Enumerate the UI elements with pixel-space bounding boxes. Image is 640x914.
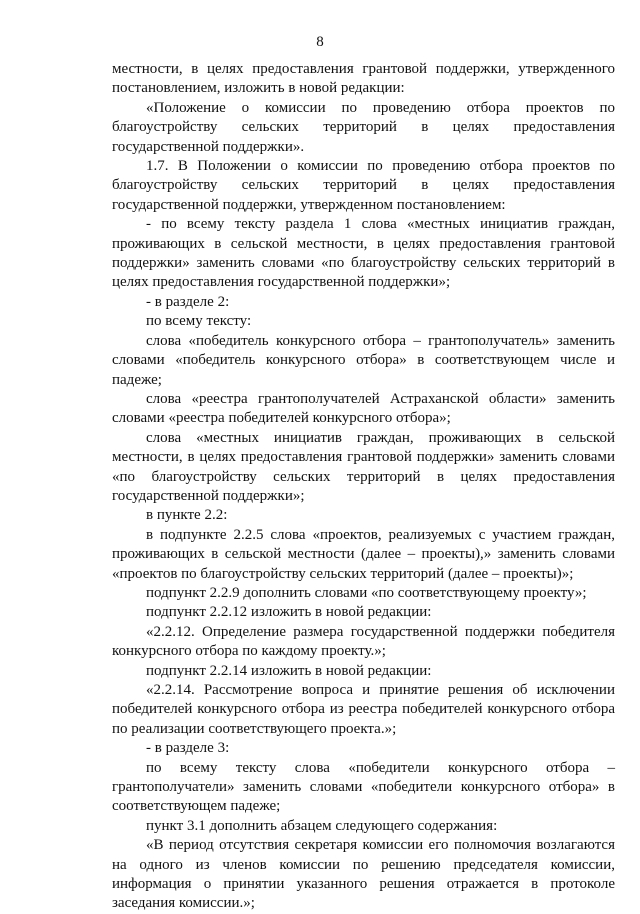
paragraph-item-1-7: 1.7. В Положении о комиссии по проведению отбора проектов по благоустройству сельских территорий в целях предоставления государственной поддержки, утвержденном постановлением: — [112, 158, 615, 213]
paragraph-continuation: местности, в целях предоставления грантовой поддержки, утвержденного постановлением, изложить в новой редакции: — [112, 61, 615, 97]
paragraph-section-2-heading: - в разделе 2: — [146, 293, 230, 310]
paragraph-replace-initiatives: слова «местных инициатив граждан, проживающих в сельской местности, в целях предоставления грантовой поддержки» заменить словами «по благоустройству сельских территорий в целях предоставления государственной поддержки»; — [112, 429, 615, 504]
paragraph-new-title: «Положение о комиссии по проведению отбора проектов по благоустройству сельских территорий в целях предоставления государственной поддержки». — [112, 99, 615, 155]
paragraph-item-2-2: в пункте 2.2: — [146, 507, 228, 524]
paragraph-item-3-1-text: «В период отсутствия секретаря комиссии его полномочия возлагаются на одного из членов комиссии по решению председателя комиссии, информация о принятии указанного решения отражается в протоколе заседания комиссии.»; — [112, 837, 615, 912]
paragraph-subitem-2-2-12-text: «2.2.12. Определение размера государственной поддержки победителя конкурсного отбора по каждому проекту.»; — [112, 623, 615, 660]
paragraph-whole-text: по всему тексту: — [146, 313, 252, 330]
paragraph-subitem-2-2-5: в подпункте 2.2.5 слова «проектов, реализуемых с участием граждан, проживающих в сельской местности (далее – проекты),» заменить словами «проектов по благоустройству сельских территорий (далее – проекты)»; — [112, 526, 615, 582]
paragraph-replace-winner: слова «победитель конкурсного отбора – грантополучатель» заменить словами «победитель конкурсного отбора» в соответствующем числе и падеже; — [112, 332, 615, 388]
paragraph-section-3-change: по всему тексту слова «победители конкурсного отбора – грантополучатели» заменить словами «победители конкурсного отбора» в соответствующем падеже; — [112, 759, 615, 815]
document-body — [112, 60, 615, 914]
page-number: 8 — [316, 34, 324, 50]
paragraph-subitem-2-2-14-intro: подпункт 2.2.14 изложить в новой редакции: — [146, 662, 432, 679]
paragraph-section-3-heading: - в разделе 3: — [146, 740, 230, 757]
paragraph-subitem-2-2-12-intro: подпункт 2.2.12 изложить в новой редакции: — [146, 604, 432, 621]
paragraph-item-3-1-intro: пункт 3.1 дополнить абзацем следующего содержания: — [146, 817, 498, 834]
paragraph-subitem-2-2-9: подпункт 2.2.9 дополнить словами «по соответствующему проекту»; — [146, 584, 587, 601]
paragraph-section-1-change: - по всему тексту раздела 1 слова «местных инициатив граждан, проживающих в сельской местности, в целях предоставления грантовой поддержки» заменить словами «по благоустройству сельских территорий в целях предоставления государственной поддержки»; — [112, 216, 615, 291]
paragraph-replace-registry: слова «реестра грантополучателей Астраханской области» заменить словами «реестра победителей конкурсного отбора»; — [112, 390, 615, 427]
paragraph-subitem-2-2-14-text: «2.2.14. Рассмотрение вопроса и принятие решения об исключении победителей конкурсного отбора из реестра победителей конкурсного отбора по реализации соответствующего проекта.»; — [112, 682, 615, 737]
